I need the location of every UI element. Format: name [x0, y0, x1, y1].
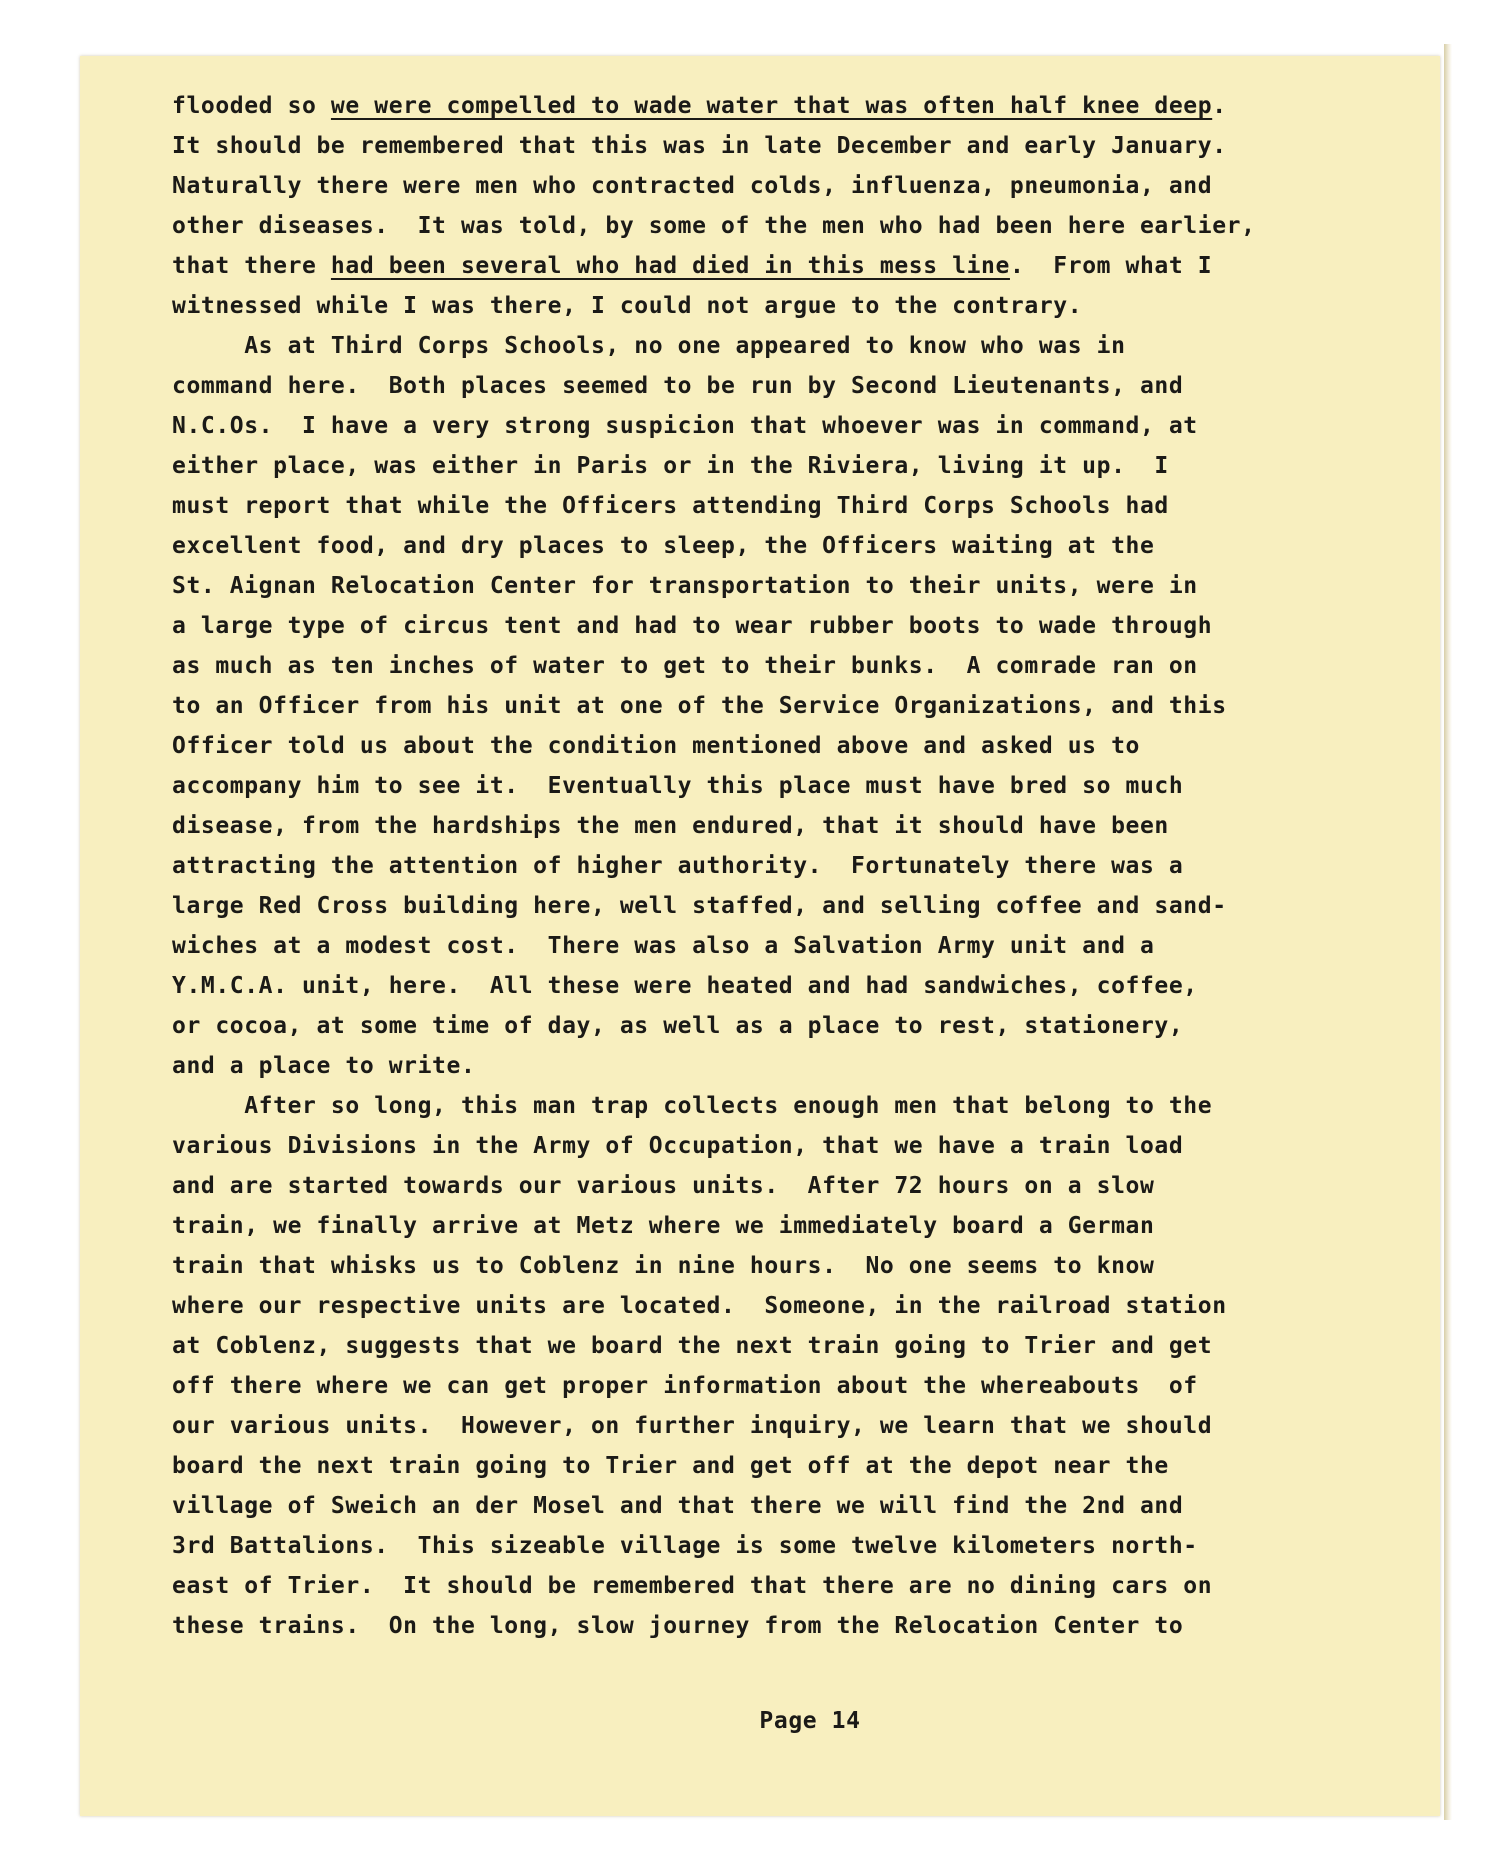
text-segment: must report that while the Officers attending Third Corps Schools had [172, 493, 1169, 519]
text-line [172, 286, 1500, 326]
text-segment: excellent food, and dry places to sleep, the Officers waiting at the [172, 533, 1155, 559]
text-line [172, 886, 1500, 926]
text-line [172, 966, 1500, 1006]
text-segment: train that whisks us to Coblenz in nine hours. No one seems to know [172, 1253, 1155, 1279]
text-segment: After so long, this man trap collects enough men that belong to the [172, 1093, 1213, 1119]
text-segment: board the next train going to Trier and get off at the depot near the [172, 1453, 1169, 1479]
text-line [172, 126, 1500, 166]
text-segment: St. Aignan Relocation Center for transportation to their units, were in [172, 573, 1198, 599]
text-line [172, 326, 1500, 366]
text-line [172, 1366, 1500, 1406]
text-segment: N.C.Os. I have a very strong suspicion that whoever was in command, at [172, 413, 1198, 439]
text-line [172, 1086, 1500, 1126]
text-line [172, 166, 1500, 206]
text-line [172, 406, 1500, 446]
text-line [172, 446, 1500, 486]
text-segment: village of Sweich an der Mosel and that there we will find the 2nd and [172, 1493, 1184, 1519]
typed-page [80, 56, 1440, 1816]
text-line [172, 486, 1500, 526]
text-line [172, 1126, 1500, 1166]
text-segment: and are started towards our various units. After 72 hours on a slow [172, 1173, 1155, 1199]
text-segment: to an Officer from his unit at one of the Service Organizations, and this [172, 693, 1227, 719]
text-segment: disease, from the hardships the men endured, that it should have been [172, 813, 1169, 839]
text-line [172, 1526, 1500, 1566]
text-line [172, 1566, 1500, 1606]
text-segment: command here. Both places seemed to be run by Second Lieutenants, and [172, 373, 1184, 399]
text-segment: . From what I [1009, 253, 1213, 279]
text-segment: . [1212, 93, 1227, 119]
text-line [172, 526, 1500, 566]
text-line [172, 1486, 1500, 1526]
text-line [172, 846, 1500, 886]
text-line [172, 1406, 1500, 1446]
text-segment: our various units. However, on further inquiry, we learn that we should [172, 1413, 1213, 1439]
text-line [172, 1446, 1500, 1486]
text-segment: wiches at a modest cost. There was also a Salvation Army unit and a [172, 933, 1155, 959]
text-segment: accompany him to see it. Eventually this place must have bred so much [172, 773, 1184, 799]
text-segment: or cocoa, at some time of day, as well as a place to rest, stationery, [172, 1013, 1184, 1039]
text-segment: east of Trier. It should be remembered that there are no dining cars on [172, 1573, 1213, 1599]
text-line [172, 86, 1500, 126]
text-line [172, 926, 1500, 966]
text-segment: Y.M.C.A. unit, here. All these were heated and had sandwiches, coffee, [172, 973, 1198, 999]
text-segment: and a place to write. [172, 1053, 476, 1079]
text-segment: at Coblenz, suggests that we board the next train going to Trier and get [172, 1333, 1213, 1359]
text-line [172, 686, 1500, 726]
underlined-phrase: we were compelled to wade water that was often half knee deep [330, 93, 1213, 119]
text-segment: train, we finally arrive at Metz where we immediately board a German [172, 1213, 1155, 1239]
text-line [172, 246, 1500, 286]
text-segment: these trains. On the long, slow journey from the Relocation Center to [172, 1613, 1184, 1639]
text-line [172, 206, 1500, 246]
underlined-phrase: had been several who had died in this mess line [330, 253, 1010, 279]
text-segment: where our respective units are located. Someone, in the railroad station [172, 1293, 1227, 1319]
text-segment: flooded so [172, 93, 331, 119]
text-line [172, 1246, 1500, 1286]
text-segment: either place, was either in Paris or in the Riviera, living it up. I [172, 453, 1169, 479]
text-line [172, 1046, 1500, 1086]
text-line [172, 646, 1500, 686]
text-segment: a large type of circus tent and had to wear rubber boots to wade through [172, 613, 1213, 639]
text-segment: 3rd Battalions. This sizeable village is some twelve kilometers north- [172, 1533, 1198, 1559]
text-line [172, 1206, 1500, 1246]
text-segment: off there where we can get proper information about the whereabouts of [172, 1373, 1198, 1399]
page-number: Page 14 [759, 1708, 861, 1734]
text-line [172, 806, 1500, 846]
text-line [172, 766, 1500, 806]
text-line [172, 566, 1500, 606]
text-segment: Officer told us about the condition mentioned above and asked us to [172, 733, 1140, 759]
body-text [172, 86, 1500, 1646]
text-line [172, 1326, 1500, 1366]
text-segment: witnessed while I was there, I could not argue to the contrary. [172, 293, 1083, 319]
text-line [172, 1006, 1500, 1046]
text-segment: large Red Cross building here, well staffed, and selling coffee and sand- [172, 893, 1227, 919]
text-segment: attracting the attention of higher authority. Fortunately there was a [172, 853, 1184, 879]
text-segment: other diseases. It was told, by some of the men who had been here earlier, [172, 213, 1256, 239]
text-line [172, 1286, 1500, 1326]
text-line [172, 1166, 1500, 1206]
text-segment: various Divisions in the Army of Occupation, that we have a train load [172, 1133, 1184, 1159]
text-segment: that there [172, 253, 331, 279]
text-line [172, 606, 1500, 646]
text-segment: It should be remembered that this was in late December and early January. [172, 133, 1227, 159]
text-segment: Naturally there were men who contracted colds, influenza, pneumonia, and [172, 173, 1213, 199]
text-segment: As at Third Corps Schools, no one appeared to know who was in [172, 333, 1126, 359]
text-line [172, 366, 1500, 406]
text-line [172, 726, 1500, 766]
text-line [172, 1606, 1500, 1646]
text-segment: as much as ten inches of water to get to their bunks. A comrade ran on [172, 653, 1198, 679]
